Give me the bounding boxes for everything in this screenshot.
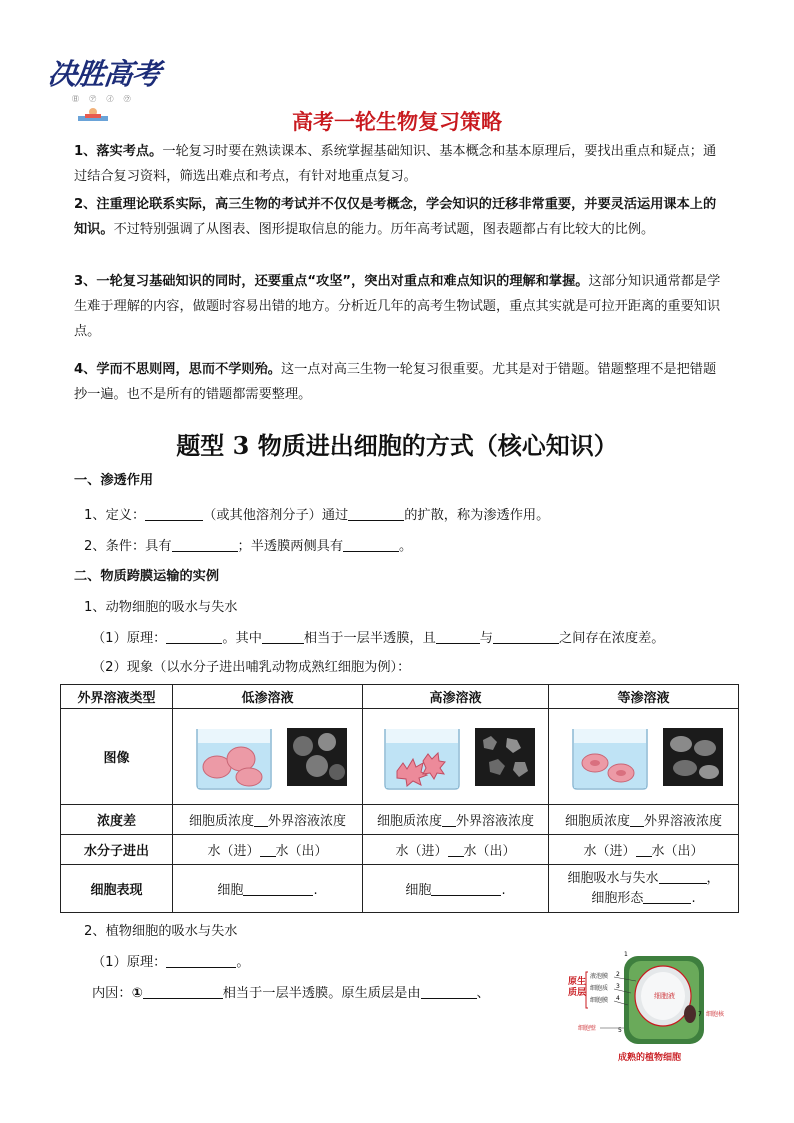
num-label: 3 bbox=[616, 983, 620, 990]
text: （或其他溶剂分子）通过 bbox=[203, 508, 349, 523]
micrograph-image bbox=[475, 728, 535, 786]
text: （1）原理： bbox=[92, 631, 167, 646]
document-title: 高考一轮生物复习策略 bbox=[292, 110, 502, 134]
num-label: 2 bbox=[616, 971, 620, 978]
fill-blank[interactable] bbox=[659, 869, 707, 884]
table-header: 等渗溶液 bbox=[549, 685, 739, 709]
num-label: 4 bbox=[616, 995, 620, 1002]
table-row bbox=[61, 835, 739, 865]
fill-blank[interactable] bbox=[630, 812, 644, 827]
text: 外界溶液浓度 bbox=[268, 814, 347, 829]
table-header: 高渗溶液 bbox=[363, 685, 549, 709]
plant-cell-heading: 2、植物细胞的吸水与失水 bbox=[84, 924, 238, 939]
strategy-paragraph-4 bbox=[74, 357, 724, 407]
table-cell bbox=[173, 805, 363, 835]
table-row bbox=[61, 805, 739, 835]
logo-text: 决胜高考 bbox=[46, 57, 162, 91]
table-cell bbox=[363, 865, 549, 913]
text: 细胞 bbox=[217, 883, 244, 898]
heading-osmosis: 一、渗透作用 bbox=[74, 473, 154, 488]
strategy-paragraph-3 bbox=[74, 269, 724, 344]
text: 。 bbox=[236, 955, 250, 970]
table-header: 低渗溶液 bbox=[173, 685, 363, 709]
fill-blank[interactable] bbox=[166, 629, 222, 644]
table-row bbox=[61, 709, 739, 805]
circled-number: ① bbox=[131, 986, 143, 1001]
text: 水（进） bbox=[583, 844, 636, 859]
plant-cell-diagram bbox=[566, 948, 738, 1068]
text: 细胞质浓度 bbox=[564, 814, 630, 829]
text: 2、条件：具有 bbox=[84, 539, 172, 554]
table-cell bbox=[363, 835, 549, 865]
table-cell bbox=[173, 865, 363, 913]
label-cell-membrane: 细胞膜 bbox=[590, 997, 609, 1004]
row-label: 水分子进出 bbox=[61, 835, 173, 865]
label-cell-wall: 细胞壁 bbox=[578, 1025, 597, 1032]
fill-blank[interactable] bbox=[254, 812, 268, 827]
table-cell bbox=[549, 835, 739, 865]
animal-principle bbox=[92, 629, 664, 649]
beaker-normal-cells-image bbox=[565, 723, 655, 791]
text: 相当于一层半透膜。原生质层是由 bbox=[222, 986, 421, 1001]
fill-blank[interactable] bbox=[448, 842, 464, 857]
table-cell bbox=[549, 865, 739, 913]
fill-blank[interactable] bbox=[442, 812, 456, 827]
label-cytoplasm: 细胞质 bbox=[590, 985, 609, 992]
micrograph-image bbox=[287, 728, 347, 786]
table-row bbox=[61, 685, 739, 709]
fill-blank[interactable] bbox=[260, 842, 276, 857]
fill-blank[interactable] bbox=[643, 889, 691, 904]
fill-blank[interactable] bbox=[636, 842, 652, 857]
num-label: 5 bbox=[618, 1027, 622, 1034]
text: 水（出） bbox=[463, 844, 516, 859]
logo-subtext: ㊐ ㋐ ㋑ ㋒ bbox=[72, 95, 135, 103]
text: 水（出） bbox=[651, 844, 704, 859]
table-cell bbox=[363, 805, 549, 835]
text: 之间存在浓度差。 bbox=[558, 631, 665, 646]
text: 与 bbox=[479, 631, 493, 646]
table-cell bbox=[173, 709, 363, 805]
fill-blank[interactable] bbox=[436, 629, 480, 644]
text: . bbox=[501, 883, 506, 898]
strategy-paragraph-2 bbox=[74, 192, 724, 242]
beaker-shrunken-cells-image bbox=[377, 723, 467, 791]
row-label: 细胞表现 bbox=[61, 865, 173, 913]
fill-blank[interactable] bbox=[348, 506, 404, 521]
text: 的扩散，称为渗透作用。 bbox=[404, 508, 550, 523]
strategy-paragraph-1 bbox=[74, 139, 724, 189]
heading-membrane-transport: 二、物质跨膜运输的实例 bbox=[74, 569, 220, 584]
beaker-swollen-cells-image bbox=[189, 723, 279, 791]
plant-principle bbox=[92, 953, 250, 973]
section-title: 题型 3 物质进出细胞的方式（核心知识） bbox=[176, 431, 618, 460]
paragraph-lead: 3、一轮复习基础知识的同时，还要重点“攻坚”，突出对重点和难点知识的理解和掌握。 bbox=[74, 274, 589, 289]
text: 细胞 bbox=[405, 883, 432, 898]
animal-cell-heading: 1、动物细胞的吸水与失水 bbox=[84, 600, 238, 615]
paragraph-lead: 2、注重理论联系实际，高三生物的考试并不仅仅是考概念，学会知识的迁移非常重要，并要灵活运用课本上的知识。 bbox=[74, 197, 717, 237]
text: 细胞形态 bbox=[591, 890, 644, 906]
text: 水（进） bbox=[395, 844, 448, 859]
paragraph-lead: 1、落实考点。 bbox=[74, 144, 163, 159]
table-row bbox=[61, 865, 739, 913]
iso-line-2 bbox=[549, 889, 738, 909]
text: . bbox=[691, 890, 696, 906]
fill-blank[interactable] bbox=[343, 537, 399, 552]
text: 。 bbox=[399, 539, 413, 554]
label-tonoplast: 液泡膜 bbox=[590, 973, 609, 980]
osmosis-definition bbox=[84, 506, 549, 526]
row-label: 浓度差 bbox=[61, 805, 173, 835]
fill-blank[interactable] bbox=[145, 506, 203, 521]
fill-blank[interactable] bbox=[172, 537, 238, 552]
plant-cell-caption: 成熟的植物细胞 bbox=[618, 1053, 682, 1063]
label-nucleus: 细胞核 bbox=[706, 1011, 725, 1018]
paragraph-body: 一轮复习时要在熟读课本、系统掌握基础知识、基本概念和基本原理后，要找出重点和疑点；通过结合复习资料，筛选出难点和考点，有针对地重点复习。 bbox=[74, 144, 717, 184]
fill-blank[interactable] bbox=[431, 881, 501, 896]
fill-blank[interactable] bbox=[493, 629, 559, 644]
fill-blank[interactable] bbox=[421, 984, 477, 999]
table-cell bbox=[549, 805, 739, 835]
row-label: 图像 bbox=[61, 709, 173, 805]
protoplast-label-2: 质层 bbox=[568, 988, 587, 998]
table-cell bbox=[549, 709, 739, 805]
table-cell bbox=[363, 709, 549, 805]
fill-blank[interactable] bbox=[166, 953, 236, 968]
text: 水（出） bbox=[275, 844, 328, 859]
fill-blank[interactable] bbox=[143, 984, 223, 999]
paragraph-body: 这一点对高三生物一轮复习很重要。尤其是对于错题。错题整理不是把错题抄一遍。也不是所有的错题都需要整理。 bbox=[74, 362, 717, 402]
animal-phenomenon: （2）现象（以水分子进出哺乳动物成熟红细胞为例）： bbox=[92, 660, 411, 675]
red-blood-cell-table bbox=[60, 684, 739, 913]
text: 内因： bbox=[92, 986, 132, 1001]
text: 。其中 bbox=[222, 631, 262, 646]
text: （1）原理： bbox=[92, 955, 167, 970]
text: ；半透膜两侧具有 bbox=[237, 539, 344, 554]
text: 外界溶液浓度 bbox=[456, 814, 535, 829]
paragraph-body: 不过特别强调了从图表、图形提取信息的能力。历年高考试题，图表题都占有比较大的比例。 bbox=[113, 222, 655, 237]
micrograph-image bbox=[663, 728, 723, 786]
num-label: 1 bbox=[624, 951, 628, 958]
fill-blank[interactable] bbox=[262, 629, 304, 644]
protoplast-label-1: 原生 bbox=[568, 977, 587, 987]
text: 相当于一层半透膜，且 bbox=[303, 631, 436, 646]
text: ， bbox=[706, 870, 720, 886]
text: 水（进） bbox=[207, 844, 260, 859]
text: 细胞质浓度 bbox=[376, 814, 442, 829]
text: 、 bbox=[476, 986, 490, 1001]
text: . bbox=[313, 883, 318, 898]
plant-internal-cause bbox=[92, 984, 490, 1004]
iso-line-1 bbox=[549, 869, 738, 889]
text: 细胞吸水与失水 bbox=[567, 870, 659, 886]
paragraph-lead: 4、学而不思则罔，思而不学则殆。 bbox=[74, 362, 281, 377]
text: 1、定义： bbox=[84, 508, 146, 523]
num-label: 7 bbox=[698, 1011, 702, 1018]
text: 细胞质浓度 bbox=[188, 814, 254, 829]
table-cell bbox=[173, 835, 363, 865]
table-header: 外界溶液类型 bbox=[61, 685, 173, 709]
osmosis-conditions bbox=[84, 537, 412, 557]
paragraph-body: 这部分知识通常都是学生难于理解的内容，做题时容易出错的地方。分析近几年的高考生物试题，重点其实就是可拉开距离的重要知识点。 bbox=[74, 274, 721, 339]
text: 外界溶液浓度 bbox=[644, 814, 723, 829]
label-cell-sap: 细胞液 bbox=[654, 992, 675, 1000]
fill-blank[interactable] bbox=[243, 881, 313, 896]
